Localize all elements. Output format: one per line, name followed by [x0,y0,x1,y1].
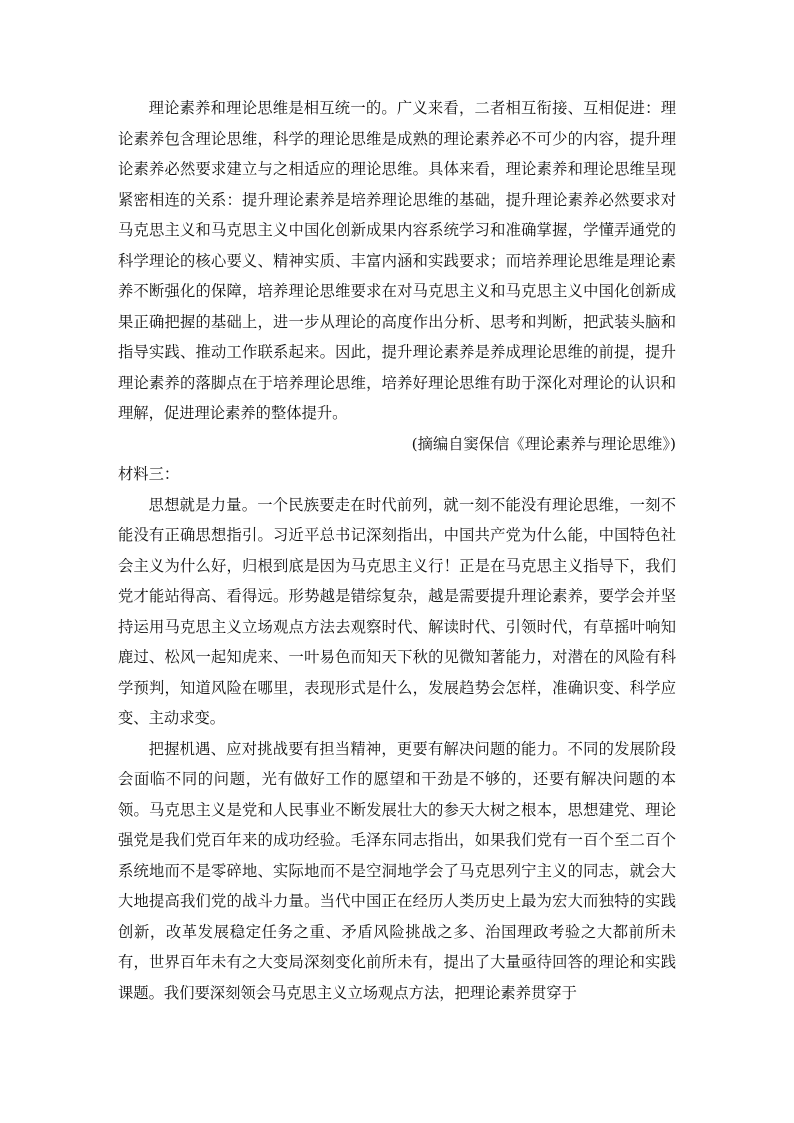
material-three-heading: 材料三： [118,465,180,483]
paragraph-theory-literacy: 理论素养和理论思维是相互统一的。广义来看，二者相互衔接、互相促进：理论素养包含理论思维，科学的理论思维是成熟的理论素养必不可少的内容，提升理论素养必然要求建立与之相适应的理论思维。具体来看，理论素养和理论思维呈现紧密相连的关系：提升理论素养是培养理论思维的基础，提升理论素养必然要求对马克思主义和马克思主义中国化创新成果内容系统学习和准确掌握，学懂弄通党的科学理论的核心要义、精神实质、丰富内涵和实践要求；而培养理论思维是理论素养不断强化的保障，培养理论思维要求在对马克思主义和马克思主义中国化创新成果正确把握的基础上，进一步从理论的高度作出分析、思考和判断，把武装头脑和指导实践、推动工作联系起来。因此，提升理论素养是养成理论思维的前提，提升理论素养的落脚点在于培养理论思维，培养好理论思维有助于深化对理论的认识和理解，促进理论素养的整体提升。 [118,99,676,422]
source-citation: (摘编自窦保信《理论素养与理论思维》) [411,434,676,453]
paragraph-seize-opportunities: 把握机遇、应对挑战要有担当精神，更要有解决问题的能力。不同的发展阶段会面临不同的问题，光有做好工作的愿望和干劲是不够的，还要有解决问题的本领。马克思主义是党和人民事业不断发展壮大的参天大树之根本，思想建党、理论强党是我们党百年来的成功经验。毛泽东同志指出，如果我们党有一百个至二百个系统地而不是零碎地、实际地而不是空洞地学会了马克思列宁主义的同志，就会大大地提高我们党的战斗力量。当代中国正在经历人类历史上最为宏大而独特的实践创新，改革发展稳定任务之重、矛盾风险挑战之多、治国理政考验之大都前所未有，世界百年未有之大变局深刻变化前所未有，提出了大量亟待回答的理论和实践课题。我们要深刻领会马克思主义立场观点方法，把理论素养贯穿于 [118,739,676,1002]
paragraph-thought-is-power: 思想就是力量。一个民族要走在时代前列，就一刻不能没有理论思维，一刻不能没有正确思想指引。习近平总书记深刻指出，中国共产党为什么能，中国特色社会主义为什么好，归根到底是因为马克思主义行！正是在马克思主义指导下，我们党才能站得高、看得远。形势越是错综复杂，越是需要提升理论素养，要学会并坚持运用马克思主义立场观点方法去观察时代、解读时代、引领时代，有草摇叶响知鹿过、松风一起知虎来、一叶易色而知天下秋的见微知著能力，对潜在的风险有科学预判，知道风险在哪里，表现形式是什么，发展趋势会怎样，准确识变、科学应变、主动求变。 [118,495,676,727]
